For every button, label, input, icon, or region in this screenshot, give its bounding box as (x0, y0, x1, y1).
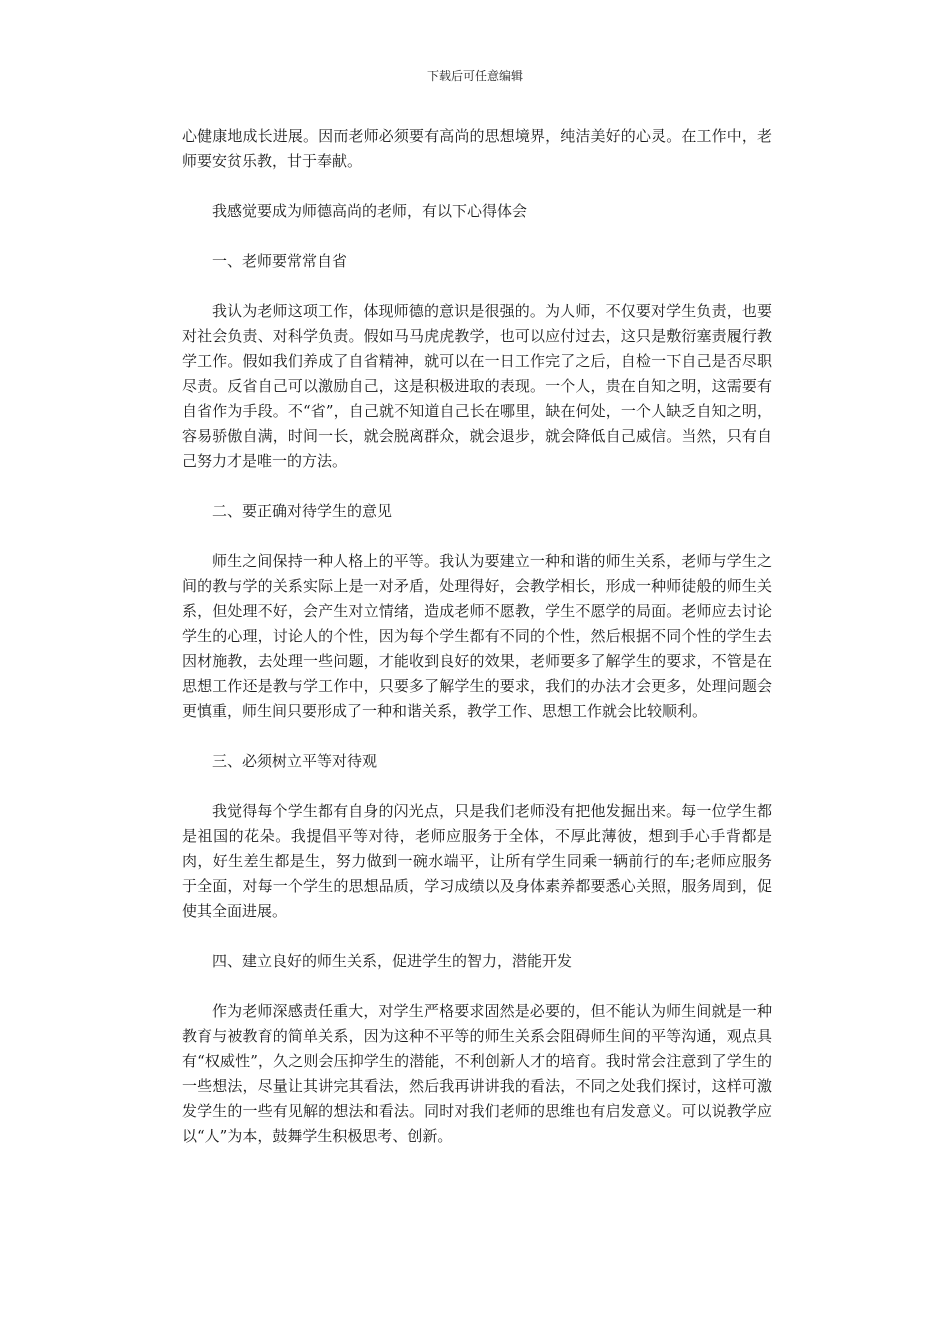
section-paragraph-4: 作为老师深感责任重大，对学生严格要求固然是必要的，但不能认为师生间就是一种教育与被教育的简单关系，因为这种不平等的师生关系会阻碍师生间的平等沟通，观点具有“权威性”，久之则会压抑学生的潜能，不利创新人才的培育。我时常会注意到了学生的一些想法，尽量让其讲完其看法，然后我再讲讲我的看法，不同之处我们探讨，这样可激发学生的一些有见解的想法和看法。同时对我们老师的思维也有启发意义。可以说教学应以“人”为本，鼓舞学生积极思考、创新。 (182, 1002, 772, 1145)
section-paragraph-2: 师生之间保持一种人格上的平等。我认为要建立一种和谐的师生关系，老师与学生之间的教与学的关系实际上是一对矛盾，处理得好，会教学相长，形成一种师徒般的师生关系，但处理不好，会产生对立情绪，造成老师不愿教，学生不愿学的局面。老师应去讨论学生的心理，讨论人的个性，因为每个学生都有不同的个性，然后根据不同个性的学生去因材施教，去处理一些问题，才能收到良好的效果，老师要多了解学生的要求，不管是在思想工作还是教与学工作中，只要多了解学生的要求，我们的办法才会更多，处理问题会更慎重，师生间只要形成了一种和谐关系，教学工作、思想工作就会比较顺利。 (182, 552, 772, 720)
section-heading-4: 四、建立良好的师生关系，促进学生的智力，潜能开发 (212, 952, 573, 970)
section-heading-3: 三、必须树立平等对待观 (212, 752, 378, 770)
section-paragraph-3: 我觉得每个学生都有自身的闪光点，只是我们老师没有把他发掘出来。每一位学生都是祖国的花朵。我提倡平等对待，老师应服务于全体，不厚此薄彼，想到手心手背都是肉，好生差生都是生，努力做到一碗水端平，让所有学生同乘一辆前行的车;老师应服务于全面，对每一个学生的思想品质，学习成绩以及身体素养都要悉心关照，服务周到，促使其全面进展。 (182, 802, 772, 920)
continuation-paragraph: 心健康地成长进展。因而老师必须要有高尚的思想境界，纯洁美好的心灵。在工作中，老师要安贫乐教，甘于奉献。 (182, 127, 772, 170)
document-body (182, 124, 772, 1174)
section-heading-2: 二、要正确对待学生的意见 (212, 502, 393, 520)
intro-paragraph: 我感觉要成为师德高尚的老师，有以下心得体会 (212, 202, 528, 220)
page-header: 下载后可任意编辑 (426, 69, 523, 83)
section-heading-1: 一、老师要常常自省 (212, 252, 348, 270)
section-paragraph-1: 我认为老师这项工作，体现师德的意识是很强的。为人师，不仅要对学生负责，也要对社会负责、对科学负责。假如马马虎虎教学，也可以应付过去，这只是敷衍塞责履行教学工作。假如我们养成了自省精神，就可以在一日工作完了之后，自检一下自己是否尽职尽责。反省自己可以激励自己，这是积极进取的表现。一个人，贵在自知之明，这需要有自省作为手段。不“省”，自己就不知道自己长在哪里，缺在何处，一个人缺乏自知之明，容易骄傲自满，时间一长，就会脱离群众，就会退步，就会降低自己威信。当然，只有自己努力才是唯一的方法。 (182, 302, 772, 470)
